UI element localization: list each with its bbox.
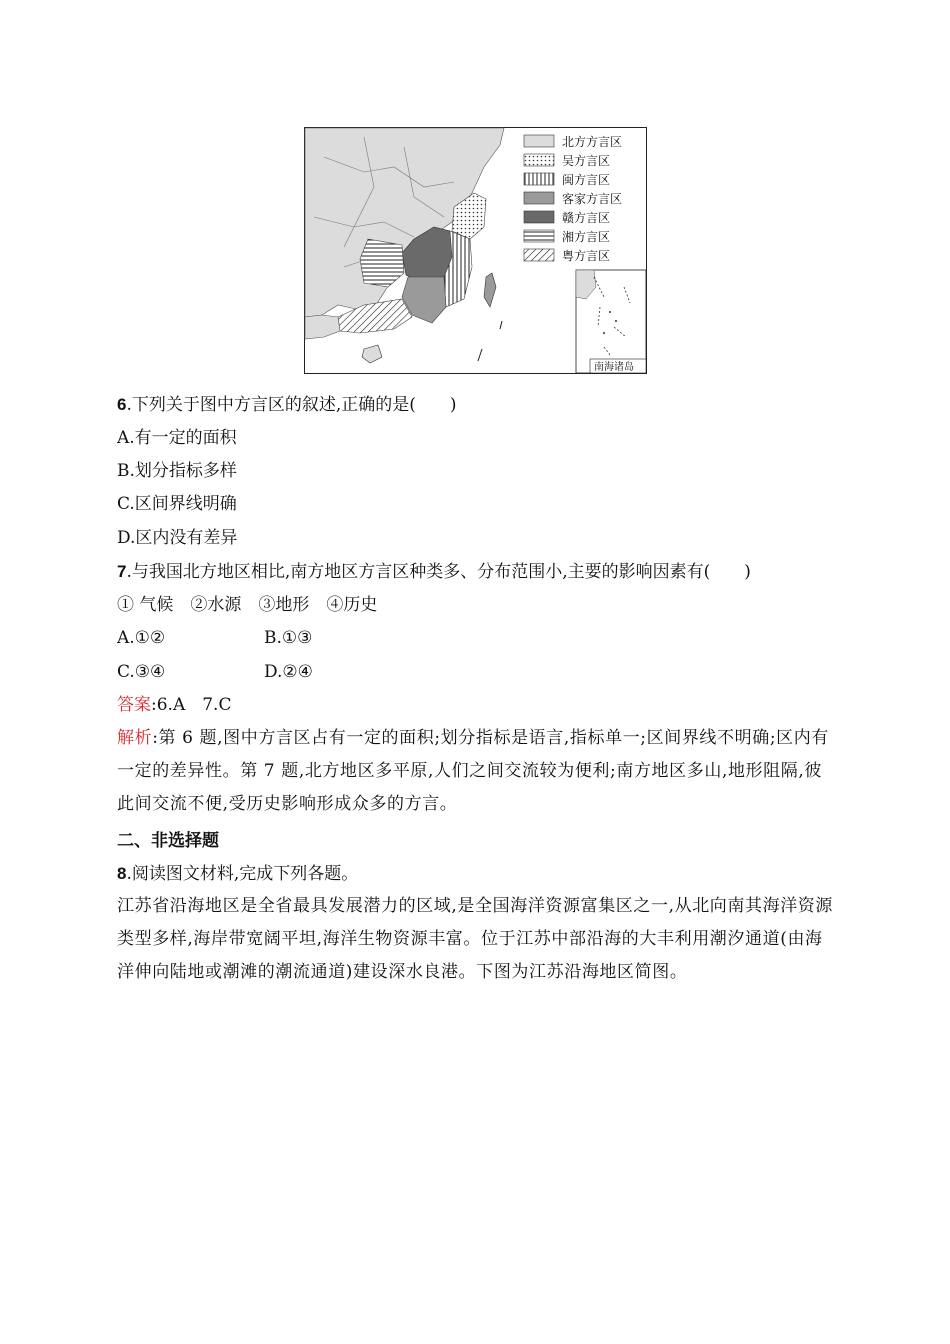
q7-option-b: B.①③	[264, 628, 313, 648]
analysis-paragraph	[117, 721, 837, 821]
q6-option-c: C.区间界线明确	[117, 494, 237, 514]
legend-label-wu: 吴方言区	[562, 154, 611, 168]
legend-swatch-yue	[524, 249, 554, 261]
q8-stem	[117, 862, 358, 886]
answer-text: :6.A 7.C	[151, 695, 232, 715]
q7-factors: ① 气候 ②水源 ③地形 ④历史	[117, 595, 378, 615]
q7-number: 7	[117, 562, 127, 581]
legend-swatch-xiang	[524, 230, 554, 242]
q8-stem-text: .阅读图文材料,完成下列各题。	[126, 864, 359, 884]
analysis-text: :第 6 题,图中方言区占有一定的面积;划分指标是语言,指标单一;区间界线不明确;区内有一定的差异性。第 7 题,北方地区多平原,人们之间交流较为便利;南方地区多山,地形阻隔,彼此间交流不便,受历史影响形成众多的方言。	[117, 728, 829, 814]
inset-label: 南海诸岛	[594, 362, 634, 373]
legend-label-xiang: 湘方言区	[562, 230, 611, 244]
q6-stem-text: .下列关于图中方言区的叙述,正确的是( )	[126, 395, 457, 415]
q7-option-c: C.③④	[117, 662, 166, 682]
q6-stem	[117, 393, 457, 417]
legend-label-yue: 粤方言区	[562, 249, 611, 263]
legend-swatch-hakka	[524, 192, 554, 204]
q7-stem	[117, 560, 751, 584]
legend-label-gan: 赣方言区	[562, 211, 611, 225]
q6-number: 6	[117, 395, 127, 414]
q8-material: 江苏省沿海地区是全省最具发展潜力的区域,是全国海洋资源富集区之一,从北向南其海洋资源类型多样,海岸带宽阔平坦,海洋生物资源丰富。位于江苏中部沿海的大丰利用潮汐通道(由海洋伸向陆地或潮滩的潮流通道)建设深水良港。下图为江苏沿海地区简图。	[117, 896, 834, 982]
legend-swatch-wu	[524, 154, 554, 166]
q6-option-b: B.划分指标多样	[117, 461, 237, 481]
legend-label-north: 北方方言区	[562, 135, 623, 149]
dialect-map	[304, 127, 647, 374]
answer-line	[117, 693, 231, 717]
answer-label: 答案	[117, 695, 151, 714]
legend-label-hakka: 客家方言区	[562, 192, 623, 206]
q7-stem-text: .与我国北方地区相比,南方地区方言区种类多、分布范围小,主要的影响因素有( )	[126, 562, 751, 582]
south-sea-inset	[576, 270, 646, 373]
q7-options-row-1	[117, 626, 165, 650]
legend-swatch-gan	[524, 211, 554, 223]
legend-swatch-min	[524, 173, 554, 185]
section-heading: 二、非选择题	[117, 831, 219, 851]
q7-option-d: D.②④	[264, 662, 313, 682]
q6-option-a: A.有一定的面积	[117, 428, 237, 448]
q6-option-d: D.区内没有差异	[117, 528, 238, 548]
legend-label-min: 闽方言区	[562, 173, 611, 187]
legend-swatch-north	[524, 135, 554, 147]
analysis-label: 解析	[117, 728, 153, 747]
q7-option-a: A.①②	[117, 628, 166, 648]
q7-options-row-2	[117, 660, 165, 684]
q8-number: 8	[117, 864, 127, 883]
